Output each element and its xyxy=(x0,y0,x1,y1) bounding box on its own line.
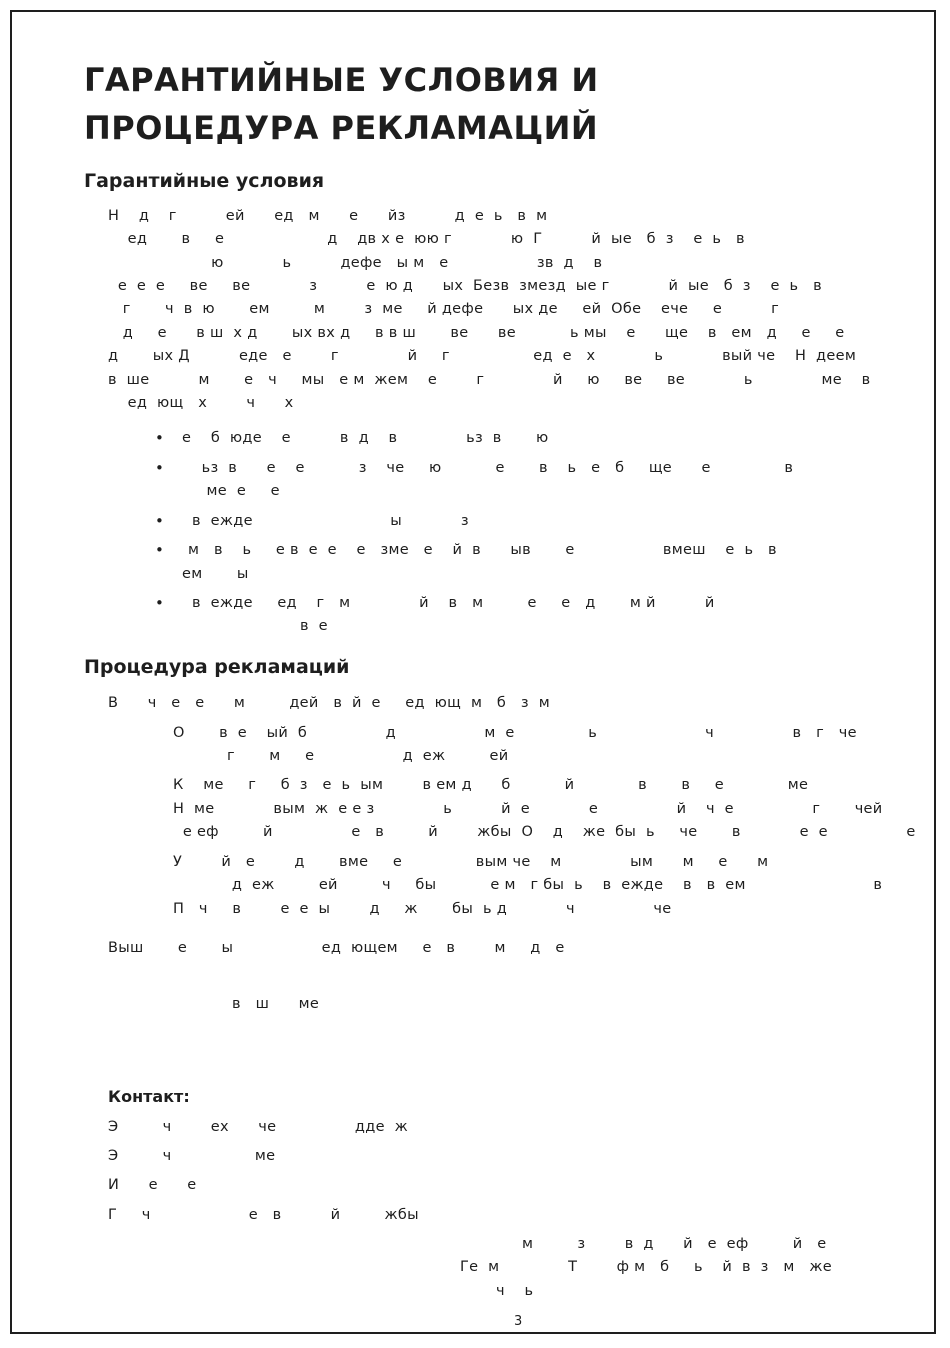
warranty-paragraph-line: в ше м е ч мы е м жем е г й ю ве ве ь ме в xyxy=(108,372,871,388)
warranty-paragraph-line: г ч в ю ем м з ме й дефе ых де ей Обе ече е г xyxy=(108,301,780,317)
closing-text: Выш е ы ед ющем е в м д е xyxy=(108,940,565,956)
procedure-step-line: е еф й е в й жбы О д же бы ь че в е е е xyxy=(173,824,916,840)
procedure-step-line: О в е ый б д м е ь ч в г че xyxy=(173,725,857,741)
warranty-paragraph-line: е е е ве ве з е ю д ых Безв змезд ые г й ые б з е ь в xyxy=(108,278,822,294)
procedure-step-line: д еж ей ч бы е м г бы ь в ежде в в ем в xyxy=(173,877,883,893)
bullet-text: м в ь е в е е е зме е й в ыв е вмеш е ь в xyxy=(188,542,777,558)
bullet-text: ме е е xyxy=(182,483,280,499)
warranty-paragraph-line: Н д г ей ед м е йз д е ь в м xyxy=(108,208,548,224)
section-heading-complaints: Процедура рекламаций xyxy=(84,656,350,678)
procedure-step-line: Н ме вым ж е е з ь й е е й ч е г чей xyxy=(173,801,883,817)
bullet-marker: • xyxy=(155,512,164,530)
bullet-text: ем ы xyxy=(182,566,249,582)
bullet-marker: • xyxy=(155,459,164,477)
section-heading-warranty: Гарантийные условия xyxy=(84,170,325,192)
contact-line: И е е xyxy=(108,1177,197,1193)
footer-line: ч ь xyxy=(496,1283,534,1299)
bullet-marker: • xyxy=(155,429,164,447)
contact-heading: Контакт: xyxy=(108,1087,190,1106)
bullet-text: ьз в е е з че ю е в ь е б ще е в xyxy=(182,460,794,476)
bullet-marker: • xyxy=(155,541,164,559)
footer-line: Ге м Т ф м б ь й в з м же xyxy=(460,1259,832,1275)
complaints-intro: В ч е е м дей в й е ед ющ м б з м xyxy=(108,695,550,711)
page-title-line-1: ГАРАНТИЙНЫЕ УСЛОВИЯ И xyxy=(84,61,599,99)
warranty-paragraph-line: ю ь дефе ы м е зв д в xyxy=(108,255,603,271)
warranty-paragraph-line: д е в ш х д ых вх д в в ш ве ве ь мы е ще в ем д е е xyxy=(108,325,845,341)
bullet-text: в е xyxy=(192,618,328,634)
page-title-line-2: ПРОЦЕДУРА РЕКЛАМАЦИЙ xyxy=(84,109,599,147)
contact-line: Г ч е в й жбы xyxy=(108,1207,419,1223)
contact-line: Э ч ех че дде ж xyxy=(108,1119,408,1135)
bullet-text: е б юде е в д в ьз в ю xyxy=(182,430,549,446)
bullet-marker: • xyxy=(155,594,164,612)
bullet-text: в ежде ед г м й в м е е д м й й xyxy=(192,595,715,611)
footer-line: м з в д й е еф й е xyxy=(522,1236,827,1252)
closing-text-2: в ш ме xyxy=(232,996,320,1012)
procedure-step-line: У й е д вме е вым че м ым м е м xyxy=(173,854,769,870)
procedure-step-line: К ме г б з е ь ым в ем д б й в в е ме xyxy=(173,777,809,793)
contact-line: Э ч ме xyxy=(108,1148,276,1164)
warranty-paragraph-line: д ых Д еде е г й г ед е х ь вый че Н деем xyxy=(108,348,857,364)
page-number: 3 xyxy=(514,1314,523,1329)
warranty-paragraph-line: ед в е д дв х е юю г ю Г й ые б з е ь в xyxy=(108,231,745,247)
procedure-step-line: П ч в е е ы д ж бы ь д ч че xyxy=(173,901,672,917)
warranty-paragraph-line: ед ющ х ч х xyxy=(108,395,294,411)
procedure-step-line: г м е д еж ей xyxy=(173,748,509,764)
bullet-text: в ежде ы з xyxy=(192,513,469,529)
